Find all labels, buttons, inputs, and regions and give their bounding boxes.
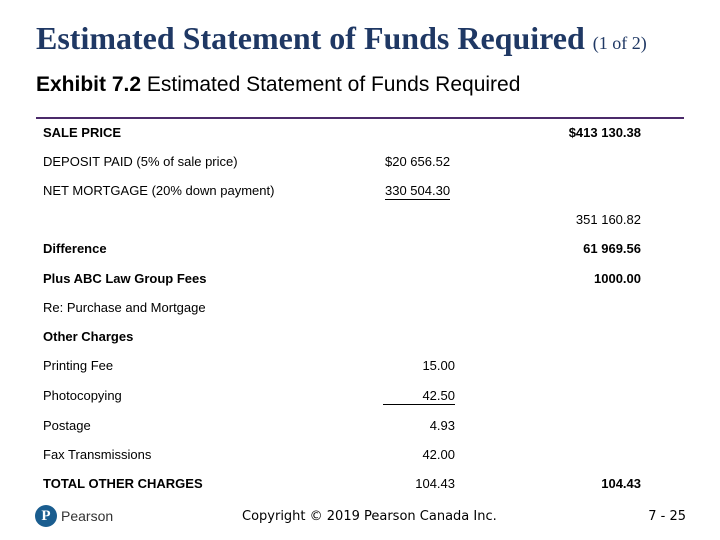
charge-label: Postage (43, 418, 91, 433)
pearson-p-icon: P (35, 505, 57, 527)
difference-total: 61 969.56 (583, 241, 641, 256)
title-text: Estimated Statement of Funds Required (36, 20, 585, 56)
divider-line (36, 117, 684, 119)
other-charges-heading: Other Charges (43, 329, 134, 344)
charge-label: Photocopying (43, 388, 122, 403)
fees-label: Plus ABC Law Group Fees (43, 271, 207, 286)
subtotal-amount: 351 160.82 (575, 212, 641, 227)
exhibit-label: Exhibit 7.2 (36, 73, 142, 96)
total-other-total: 104.43 (601, 476, 641, 491)
re-line: Re: Purchase and Mortgage (43, 300, 206, 315)
page-number: 7 - 25 (648, 509, 686, 524)
mortgage-amount: 330 504.30 (385, 183, 451, 198)
charge-amount: 42.50 (383, 388, 455, 405)
sale-price-total: $413 130.38 (568, 125, 641, 140)
charge-label: Fax Transmissions (43, 447, 152, 462)
fees-total: 1000.00 (594, 271, 641, 286)
charge-amount: 4.93 (429, 418, 455, 433)
deposit-label: DEPOSIT PAID (5% of sale price) (43, 154, 238, 169)
slide-title (36, 20, 647, 57)
total-other-label: TOTAL OTHER CHARGES (43, 476, 203, 491)
charge-amount: 42.00 (422, 447, 455, 462)
charge-amount: 15.00 (422, 358, 455, 373)
exhibit-title: Estimated Statement of Funds Required (146, 73, 521, 96)
pearson-wordmark: Pearson (61, 508, 114, 524)
sale-price-label: SALE PRICE (43, 125, 122, 140)
deposit-amount: $20 656.52 (385, 154, 451, 169)
mortgage-label: NET MORTGAGE (20% down payment) (43, 183, 275, 198)
exhibit-heading (36, 73, 520, 97)
charge-label: Printing Fee (43, 358, 114, 373)
total-other-amount: 104.43 (415, 476, 455, 491)
pearson-logo (35, 505, 113, 527)
difference-label: Difference (43, 241, 107, 256)
title-part-indicator: (1 of 2) (592, 33, 647, 53)
copyright-text: Copyright © 2019 Pearson Canada Inc. (242, 509, 497, 524)
